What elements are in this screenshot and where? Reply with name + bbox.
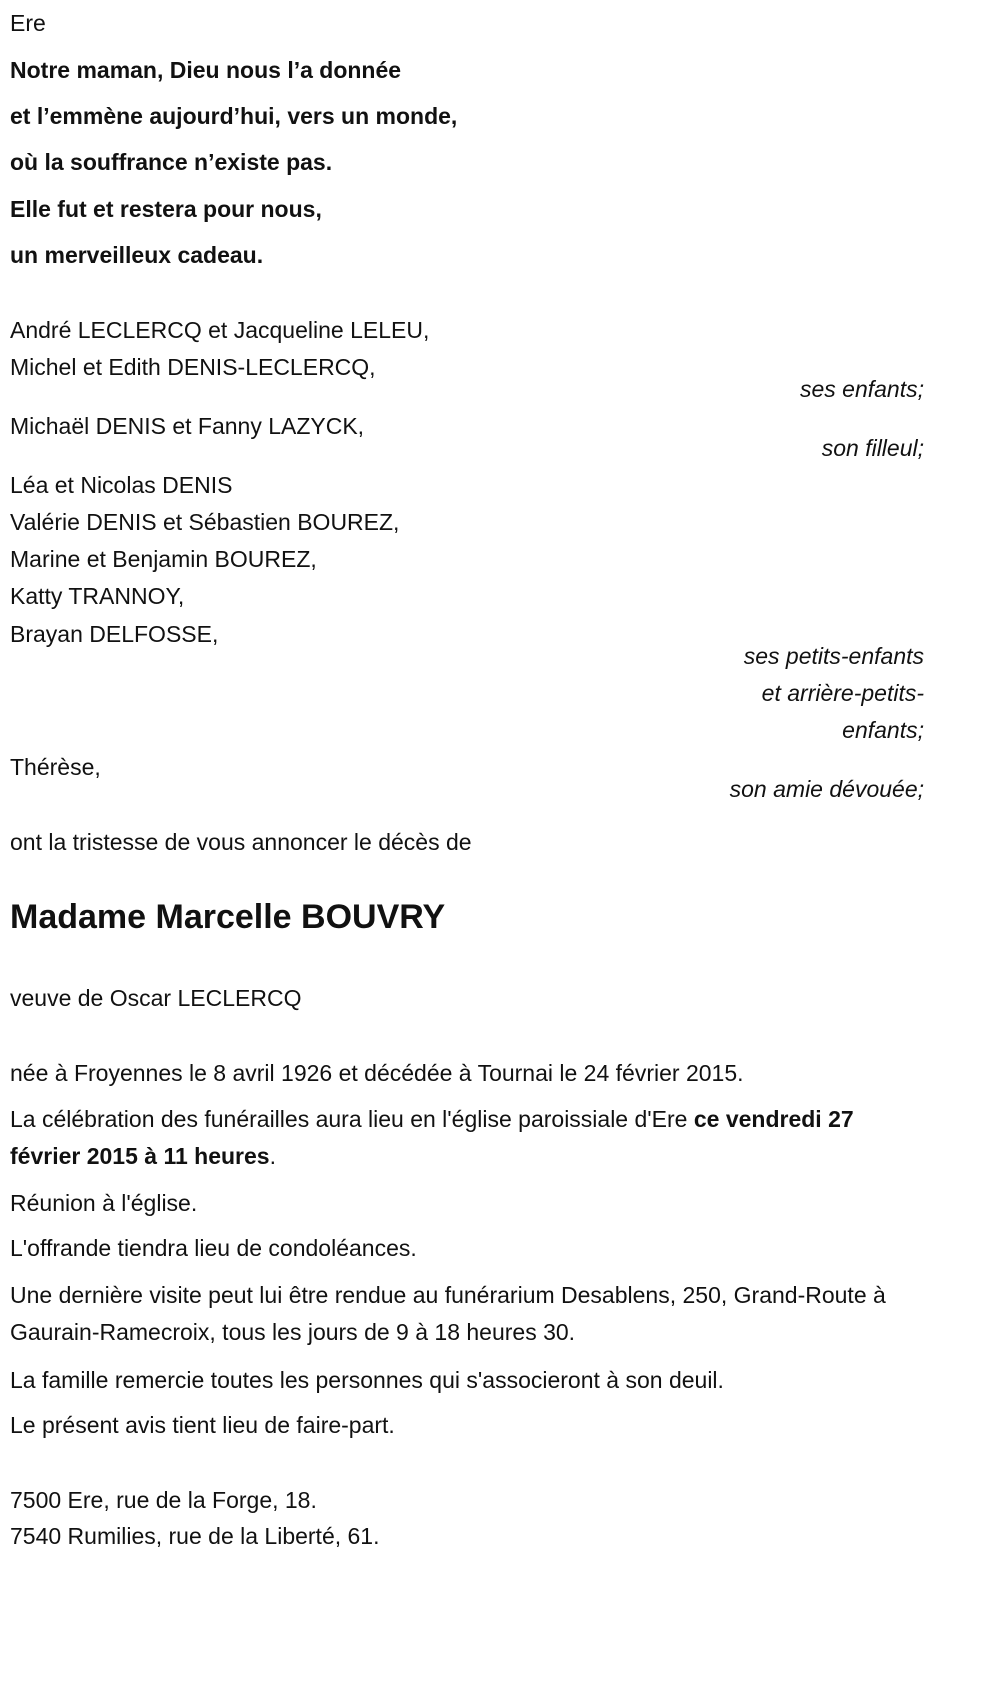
notice: Le présent avis tient lieu de faire-part. [10, 1412, 395, 1438]
poem-line: un merveilleux cadeau. [10, 242, 264, 268]
family-role: son amie dévouée; [729, 776, 924, 802]
birth-death: née à Froyennes le 8 avril 1926 et décédée à Tournai le 24 février 2015. [10, 1060, 744, 1086]
meeting: Réunion à l'église. [10, 1190, 198, 1216]
family-name: Brayan DELFOSSE, [10, 621, 219, 647]
poem-line: Notre maman, Dieu nous l’a donnée [10, 57, 402, 83]
family-name: André LECLERCQ et Jacqueline LELEU, [10, 317, 430, 343]
location: Ere [10, 10, 46, 36]
ceremony-end: . [269, 1143, 276, 1169]
family-name: Léa et Nicolas DENIS [10, 472, 233, 498]
poem-line: et l’emmène aujourd’hui, vers un monde, [10, 103, 458, 129]
family-name: Katty TRANNOY, [10, 583, 185, 609]
family-name: Marine et Benjamin BOUREZ, [10, 546, 317, 572]
family-role: son filleul; [821, 435, 924, 461]
offering: L'offrande tiendra lieu de condoléances. [10, 1235, 417, 1261]
poem-line: où la souffrance n’existe pas. [10, 149, 333, 175]
widow-of: veuve de Oscar LECLERCQ [10, 985, 302, 1011]
family-name: Thérèse, [10, 754, 101, 780]
family-name: Michel et Edith DENIS-LECLERCQ, [10, 354, 376, 380]
announcement: ont la tristesse de vous annoncer le décès de [10, 829, 472, 855]
poem-line: Elle fut et restera pour nous, [10, 196, 322, 222]
deceased-name: Madame Marcelle BOUVRY [10, 898, 446, 936]
ceremony-date: ce vendredi 27 février 2015 à 11 heures [10, 1106, 854, 1169]
ceremony-text: La célébration des funérailles aura lieu en l'église paroissiale d'Ere [10, 1106, 694, 1132]
family-role: ses enfants; [799, 376, 924, 402]
family-name: Michaël DENIS et Fanny LAZYCK, [10, 413, 365, 439]
family-role: ses petits-enfants [743, 643, 924, 669]
family-role: enfants; [842, 717, 924, 743]
address: 7500 Ere, rue de la Forge, 18. [10, 1487, 317, 1513]
thanks: La famille remercie toutes les personnes qui s'associeront à son deuil. [10, 1367, 724, 1393]
visit: Une dernière visite peut lui être rendue au funérarium Desablens, 250, Grand-Route à Gaurain-Ramecroix, tous les jours de 9 à 18 heures 30. [10, 1282, 886, 1345]
family-name: Valérie DENIS et Sébastien BOUREZ, [10, 509, 400, 535]
family-role: et arrière-petits- [761, 680, 924, 706]
address: 7540 Rumilies, rue de la Liberté, 61. [10, 1523, 380, 1549]
ceremony [10, 1101, 900, 1175]
